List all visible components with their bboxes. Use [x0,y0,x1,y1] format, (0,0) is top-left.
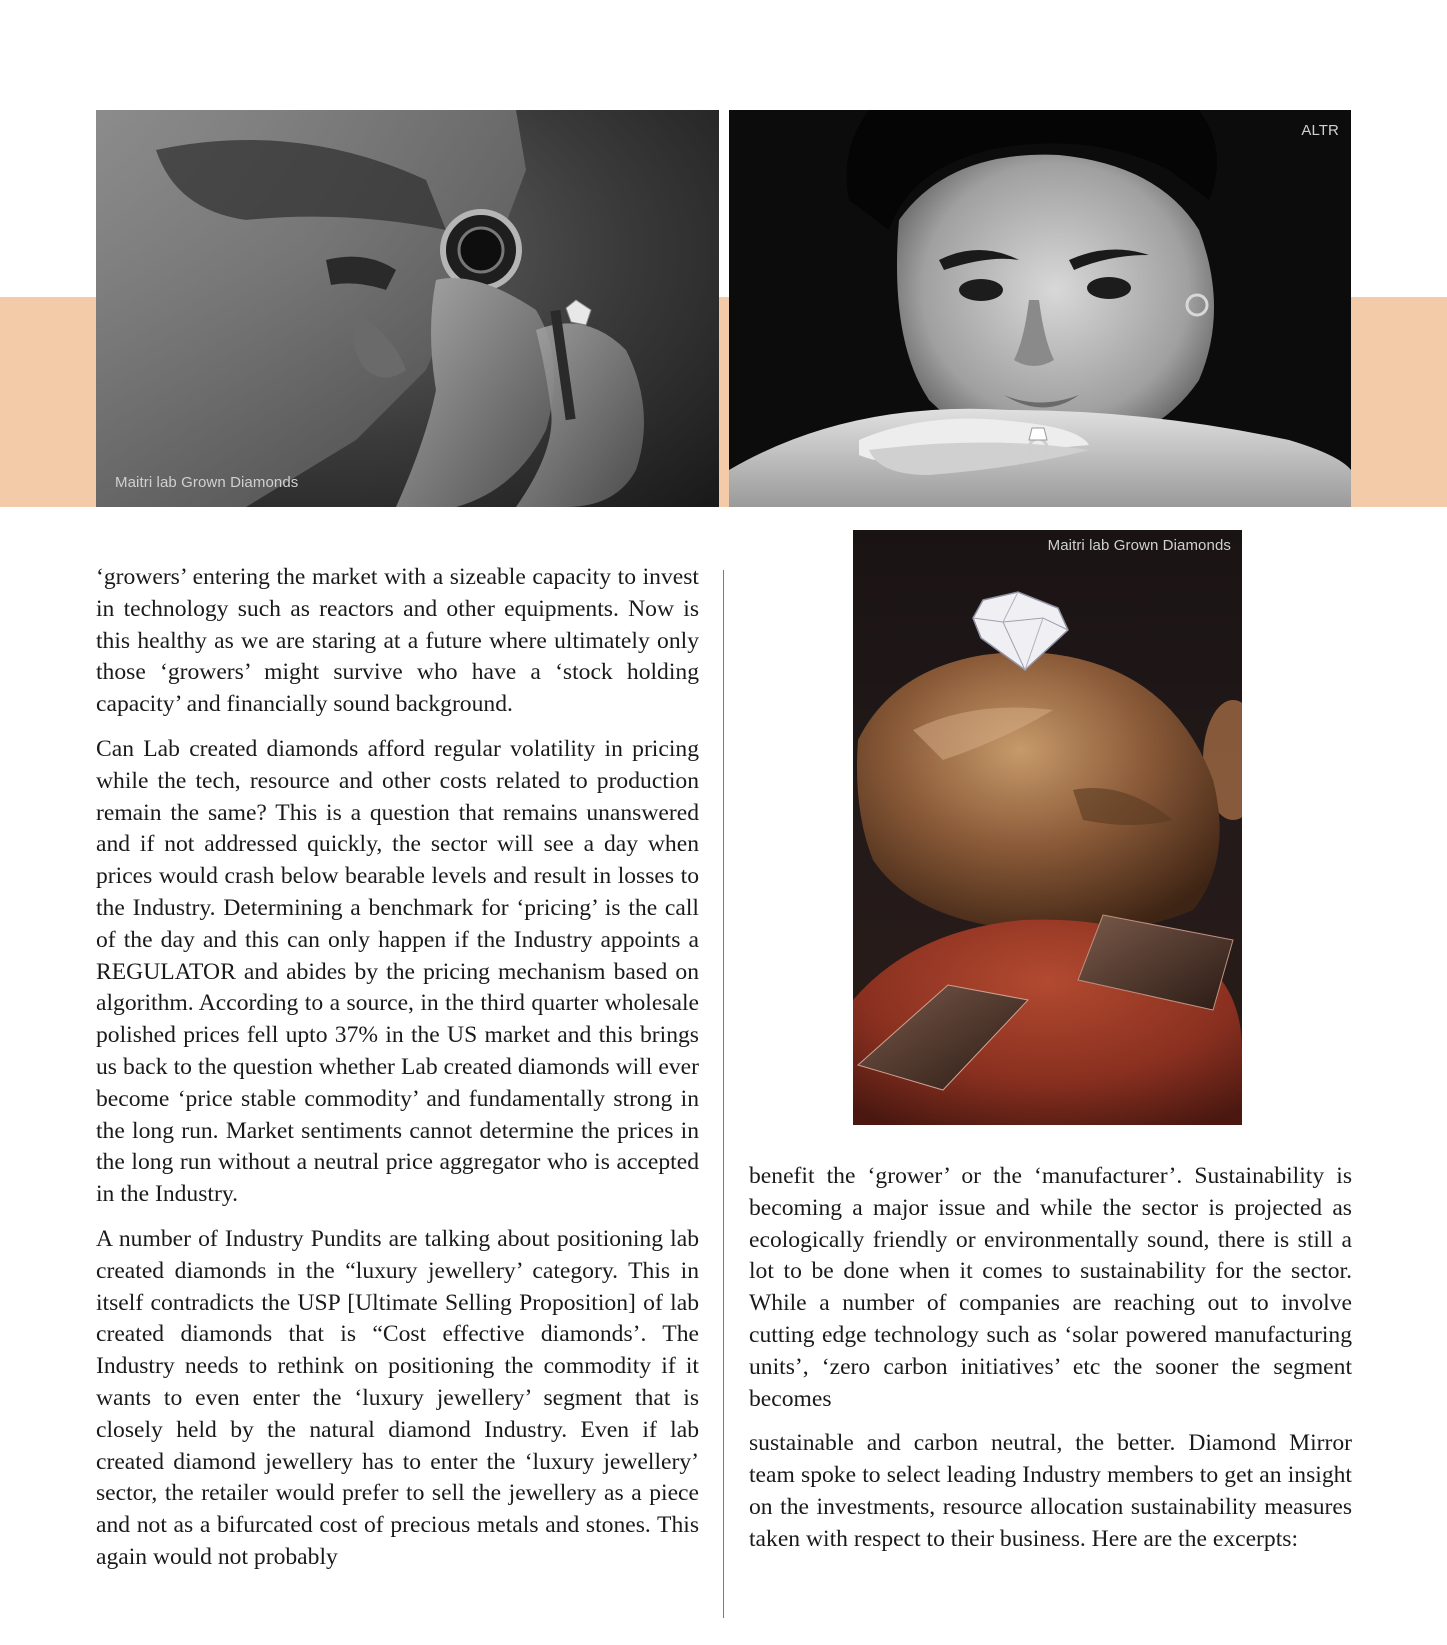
article-paragraph: Can Lab created diamonds afford regular volatility in pricing while the tech, resource and other costs related to production remain the same? This is a question that remains unanswered and if not addressed quickly, the sector will see a day when prices would crash below bearable levels and result in losses to the Industry. Determining a benchmark for ‘pricing’ is the call of the day and this can only happen if the Industry appoints a REGULATOR and abides by the pricing mechanism based on algorithm. According to a source, in the third quarter wholesale polished prices fell upto 37% in the US market and this brings us back to the question whether Lab created diamonds will ever become ‘price stable commodity’ and fundamentally strong in the long run. Market sentiments cannot determine the prices in the long run without a neutral price aggregator who is accepted in the Industry. [96,735,699,1208]
photo-credit-caption: Maitri lab Grown Diamonds [115,474,299,491]
article-paragraph: ‘growers’ entering the market with a sizeable capacity to invest in technology such as reactors and other equipments. Now is this healthy as we are staring at a future where ultimately only those ‘growers’ might survive who have a ‘stock holding capacity’ and financially sound background. [96,564,699,718]
article-left-column [96,562,699,1587]
photo-credit-caption: ALTR [1301,122,1339,139]
article-paragraph: benefit the ‘grower’ or the ‘manufacturer’. Sustainability is becoming a major issue and while the sector is projected as ecologically friendly or environmentally sound, there is still a lot to be done when it comes to sustainability for the sector. While a number of companies are reaching out to involve cutting edge technology such as ‘solar powered manufacturing units’, ‘zero carbon initiatives’ etc the sooner the segment becomes [749,1163,1352,1412]
jeweler-loupe-photo [96,110,719,507]
article-paragraph: A number of Industry Pundits are talking about positioning lab created diamonds in the “luxury jewellery’ category. This in itself contradicts the USP [Ultimate Selling Proposition] of lab created diamonds that is “Cost effective diamonds’. The Industry needs to rethink on positioning the commodity if it wants to even enter the ‘luxury jewellery’ segment that is closely held by the natural diamond Industry. Even if lab created diamond jewellery has to enter the ‘luxury jewellery’ sector, the retailer would prefer to sell the jewellery as a piece and not as a bifurcated cost of precious metals and stones. This again would not probably [96,1225,699,1570]
column-divider [723,570,724,1618]
model-ring-photo [729,110,1351,507]
article-right-column [749,1161,1352,1569]
diamond-on-rock-photo [853,530,1242,1125]
photo-credit-caption: Maitri lab Grown Diamonds [1047,537,1231,554]
article-paragraph: sustainable and carbon neutral, the better. Diamond Mirror team spoke to select leading Industry members to get an insight on the investments, resource allocation sustainability measures taken with respect to their business. Here are the excerpts: [749,1430,1352,1552]
